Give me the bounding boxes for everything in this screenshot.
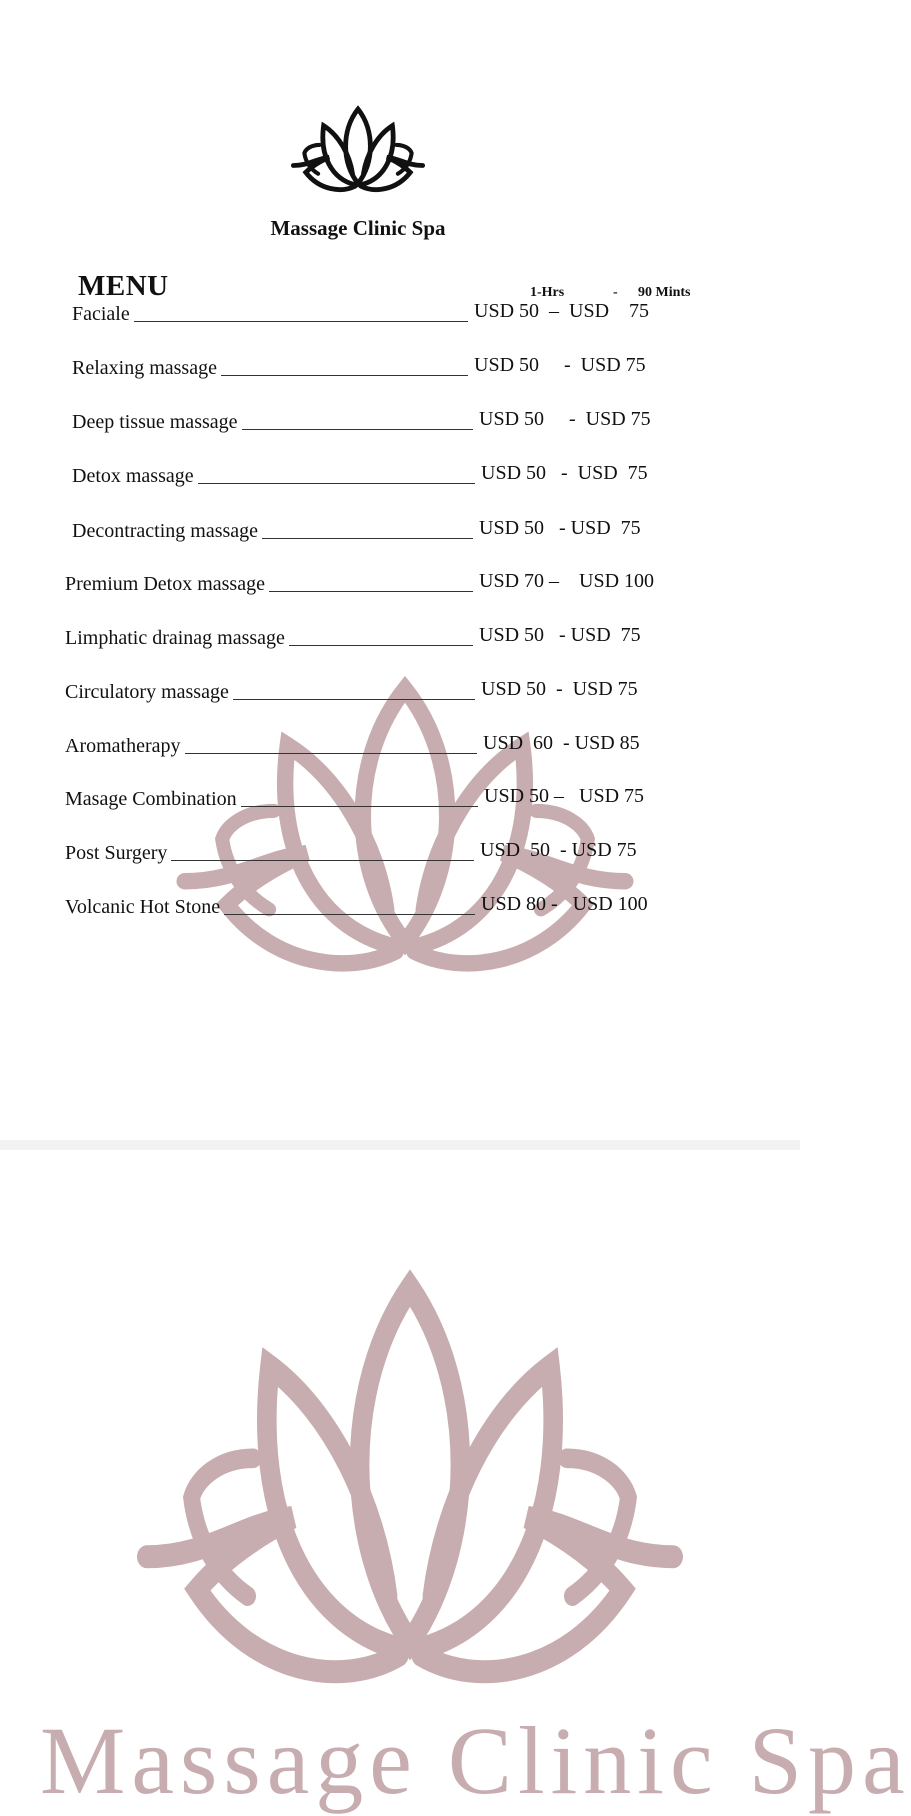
menu-item-price: USD 50 - USD 75 (481, 678, 638, 700)
menu-item-price: USD 50 - USD 75 (479, 408, 651, 430)
menu-item (72, 517, 479, 543)
menu-item-name: Premium Detox massage (65, 573, 265, 595)
cover-page (0, 1150, 911, 1814)
menu-item-name: Volcanic Hot Stone (65, 896, 221, 918)
menu-title: MENU (78, 270, 169, 302)
menu-item-name: Aromatherapy (65, 735, 181, 757)
leader-line (221, 375, 468, 376)
menu-item-price: USD 50 – USD 75 (484, 785, 645, 807)
leader-line (233, 699, 475, 700)
menu-item-price: USD 50 - USD 75 (474, 354, 646, 376)
lotus-logo-icon (283, 105, 433, 193)
duration-separator: - (613, 285, 618, 300)
menu-item (65, 785, 484, 811)
menu-item-price: USD 50 - USD 75 (479, 517, 641, 539)
menu-item-price: USD 50 - USD 75 (479, 624, 641, 646)
menu-item-price: USD 50 - USD 75 (480, 839, 637, 861)
leader-line (224, 914, 475, 915)
menu-item (65, 893, 481, 919)
menu-item (72, 300, 474, 326)
menu-item (72, 354, 474, 380)
menu-item-name: Deep tissue massage (72, 411, 238, 433)
menu-item-name: Post Surgery (65, 842, 168, 864)
menu-item (72, 462, 481, 488)
menu-item-price: USD 70 – USD 100 (479, 570, 655, 592)
menu-item-name: Decontracting massage (72, 520, 259, 542)
leader-line (185, 753, 477, 754)
page-divider (0, 1140, 800, 1150)
leader-line (171, 860, 474, 861)
menu-item-price: USD 50 - USD 75 (481, 462, 648, 484)
menu-item-price: USD 80 - USD 100 (481, 893, 648, 915)
menu-item-price: USD 60 - USD 85 (483, 732, 640, 754)
leader-line (262, 538, 473, 539)
menu-item (65, 732, 483, 758)
menu-item-name: Limphatic drainag massage (65, 627, 285, 649)
menu-item (65, 570, 479, 596)
menu-item (65, 624, 479, 650)
watermark-brand-text: Massage Clinic Spa (40, 1707, 911, 1814)
menu-item-price: USD 50 – USD 75 (474, 300, 650, 322)
menu-item (72, 408, 479, 434)
leader-line (269, 591, 473, 592)
leader-line (198, 483, 475, 484)
brand-name: Massage Clinic Spa (270, 216, 446, 240)
duration-90min: 90 Mints (638, 285, 691, 300)
lotus-watermark-icon (150, 675, 660, 975)
menu-item (65, 678, 481, 704)
menu-item (65, 839, 480, 865)
duration-1hr: 1-Hrs (530, 285, 565, 300)
leader-line (134, 321, 468, 322)
leader-line (242, 429, 473, 430)
menu-item-name: Detox massage (72, 465, 194, 487)
menu-item-name: Faciale (72, 303, 130, 325)
leader-line (241, 806, 478, 807)
menu-item-name: Relaxing massage (72, 357, 217, 379)
leader-line (289, 645, 473, 646)
lotus-watermark-icon (130, 1268, 690, 1688)
menu-item-name: Circulatory massage (65, 681, 229, 703)
menu-item-name: Masage Combination (65, 788, 237, 810)
